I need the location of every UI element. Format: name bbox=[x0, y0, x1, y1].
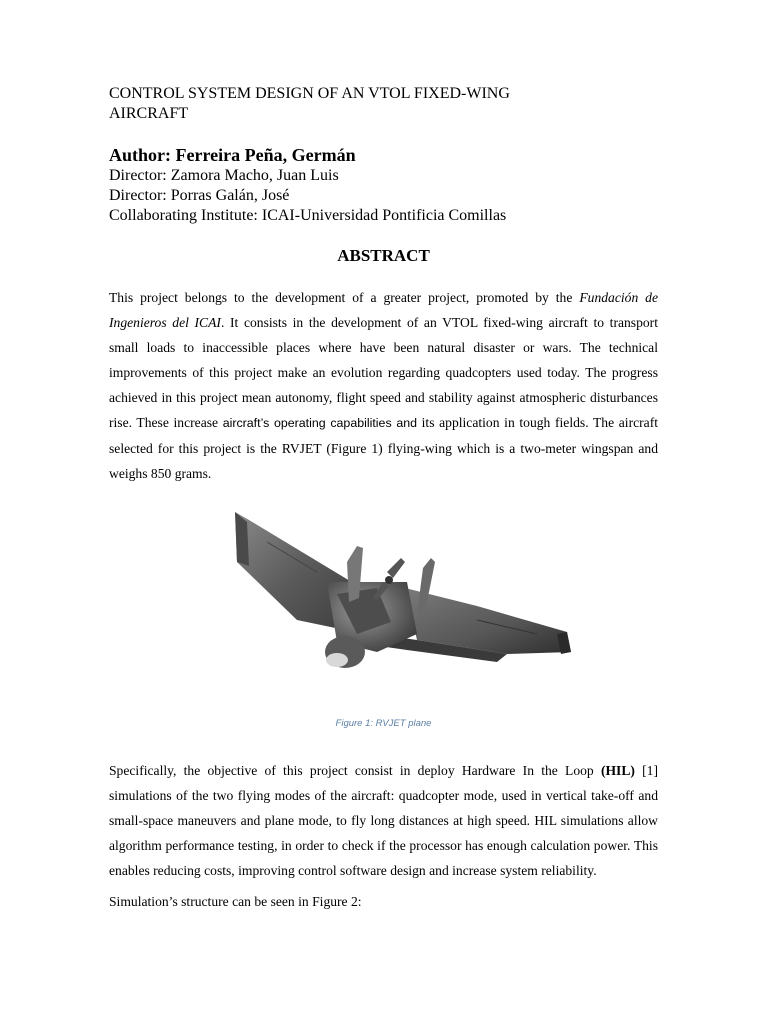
abstract-paragraph-1 bbox=[109, 285, 658, 486]
p1-text-b: . It consists in the development of an VTOL fixed-wing aircraft to transport small loads to inaccessible places where have been natural disaster or wars. The technical improvements of this project make an evolution regarding quadcopters used today. The progress achieved in this project mean autonomy, flight speed and stability against atmospheric disturbances rise. These increase bbox=[109, 315, 658, 430]
title-line-2: AIRCRAFT bbox=[109, 105, 189, 122]
director-2: Director: Porras Galán, José bbox=[109, 187, 290, 204]
p2-text-b: [1] simulations of the two flying modes of the aircraft: quadcopter mode, used in vertical take-off and small-space maneuvers and plane mode, to fly long distances at high speed. HIL simulations allow algorithm performance testing, in order to check if the processor has enough calculation power. This enables reducing costs, improving control software design and increase system reliability. bbox=[109, 763, 659, 878]
abstract-paragraph-3: Simulation’s structure can be seen in Figure 2: bbox=[109, 894, 362, 909]
figure-1 bbox=[109, 502, 658, 712]
p1-text-sans: aircraft’s operating capabilities and bbox=[222, 416, 417, 430]
p2-bold-hil: (HIL) bbox=[600, 763, 635, 778]
director-1: Director: Zamora Macho, Juan Luis bbox=[109, 167, 339, 184]
p1-text-a: This project belongs to the development of a greater project, promoted by the bbox=[109, 290, 580, 305]
collaborating-institute: Collaborating Institute: ICAI-Universidad Pontificia Comillas bbox=[109, 207, 507, 224]
document-page bbox=[109, 84, 658, 914]
p1-italic-foundation: Fundación de Ingenieros del ICAI bbox=[109, 290, 659, 330]
p1-text-c: its application in tough fields. The aircraft selected for this project is the RVJET (Figure 1) flying-wing which is a two-meter wingspan and weighs 850 grams. bbox=[109, 415, 658, 481]
rvjet-aircraft-icon bbox=[177, 502, 593, 698]
abstract-paragraph-2 bbox=[109, 758, 658, 883]
document-title bbox=[109, 84, 658, 124]
abstract-heading: ABSTRACT bbox=[337, 246, 430, 265]
figure-1-caption: Figure 1: RVJET plane bbox=[335, 718, 432, 729]
author-line: Author: Ferreira Peña, Germán bbox=[109, 145, 356, 165]
p2-text-a: Specifically, the objective of this project consist in deploy Hardware In the Loop bbox=[109, 763, 601, 778]
title-line-1: CONTROL SYSTEM DESIGN OF AN VTOL FIXED-WING bbox=[109, 85, 510, 102]
